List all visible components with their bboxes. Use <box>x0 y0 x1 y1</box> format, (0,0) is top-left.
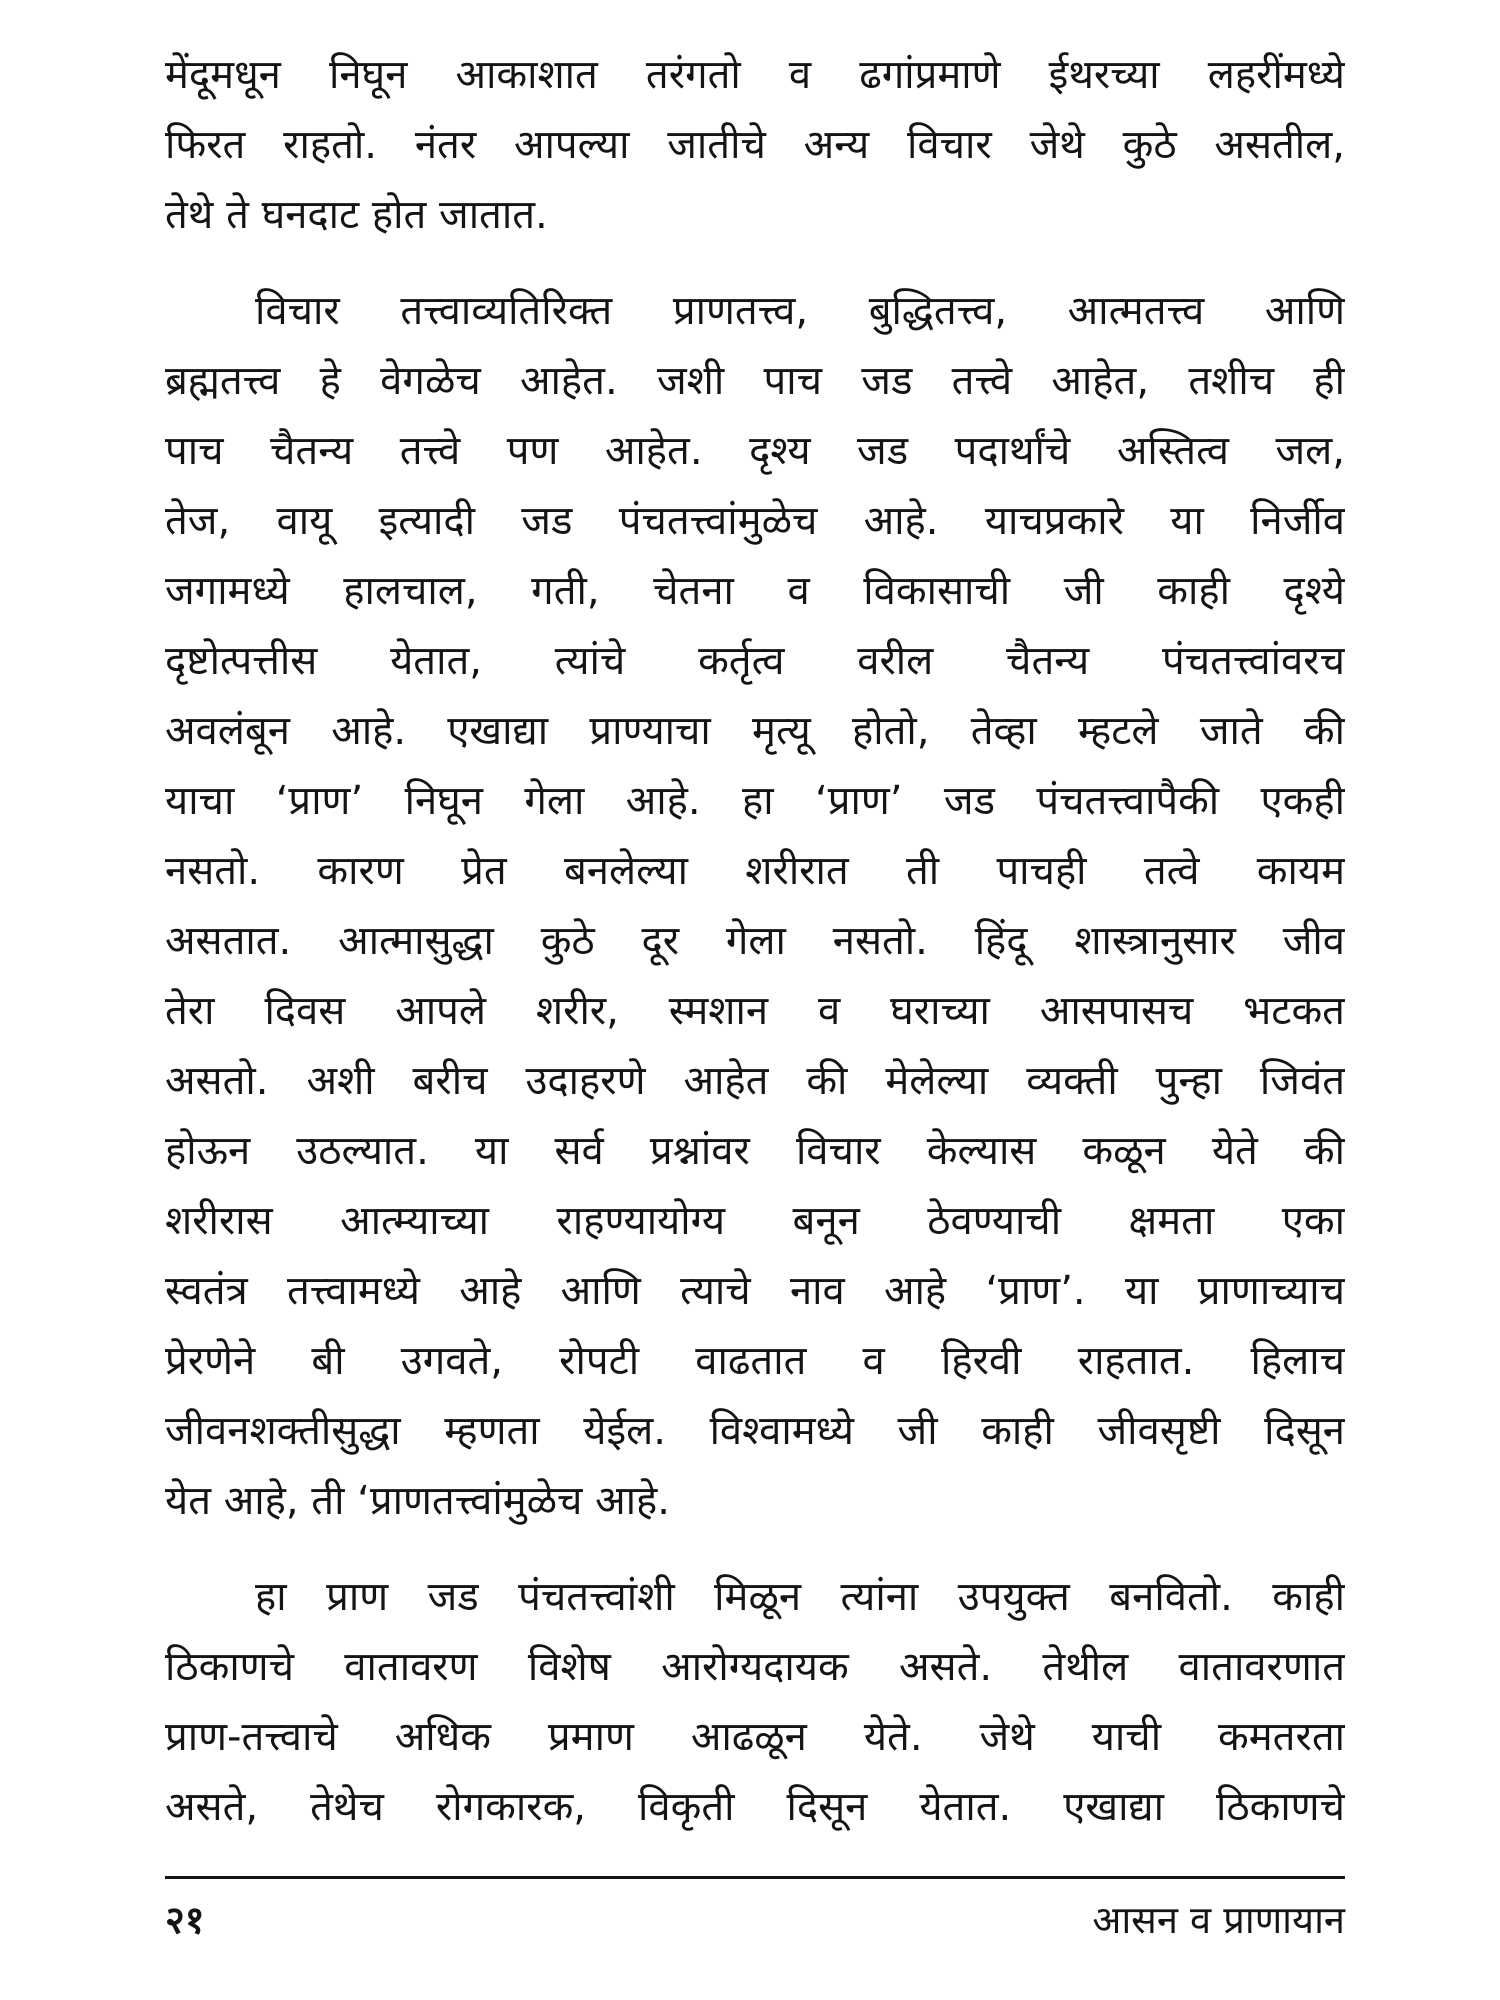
page-body <box>165 40 1345 1842</box>
text-line: होऊन उठल्यात. या सर्व प्रश्नांवर विचार केल्यास कळून येते की <box>165 1128 1345 1174</box>
text-line: मेंदूमधून निघून आकाशात तरंगतो व ढगांप्रमाणे ईथरच्या लहरींमध्ये <box>165 52 1345 98</box>
paragraph-3 <box>165 1562 1345 1842</box>
text-line: पाच चैतन्य तत्त्वे पण आहेत. दृश्य जड पदार्थांचे अस्तित्व जल, <box>165 428 1345 474</box>
text-line: नसतो. कारण प्रेत बनलेल्या शरीरात ती पाचही तत्वे कायम <box>165 848 1345 894</box>
text-line: असतात. आत्मासुद्धा कुठे दूर गेला नसतो. हिंदू शास्त्रानुसार जीव <box>165 918 1345 964</box>
text-line: प्रेरणेने बी उगवते, रोपटी वाढतात व हिरवी राहतात. हिलाच <box>165 1338 1345 1384</box>
paragraph-gap <box>165 250 1345 276</box>
text-line: अवलंबून आहे. एखाद्या प्राण्याचा मृत्यू होतो, तेव्हा म्हटले जाते की <box>165 708 1345 754</box>
page-number: २१ <box>165 1898 205 1942</box>
text-line: ठिकाणचे वातावरण विशेष आरोग्यदायक असते. तेथील वातावरणात <box>165 1644 1345 1690</box>
running-title: आसन व प्राणायान <box>1092 1898 1345 1942</box>
paragraph-2 <box>165 276 1345 1536</box>
text-line: तेज, वायू इत्यादी जड पंचतत्त्वांमुळेच आहे. याचप्रकारे या निर्जीव <box>165 498 1345 544</box>
text-line: तेरा दिवस आपले शरीर, स्मशान व घराच्या आसपासच भटकत <box>165 988 1345 1034</box>
text-line: शरीरास आत्म्याच्या राहण्यायोग्य बनून ठेवण्याची क्षमता एका <box>165 1198 1345 1244</box>
text-line: स्वतंत्र तत्त्वामध्ये आहे आणि त्याचे नाव आहे ‘प्राण’. या प्राणाच्याच <box>165 1268 1345 1314</box>
text-line: याचा ‘प्राण’ निघून गेला आहे. हा ‘प्राण’ जड पंचतत्त्वापैकी एकही <box>165 778 1345 824</box>
page-footer <box>165 1890 1345 1950</box>
text-line: दृष्टोत्पत्तीस येतात, त्यांचे कर्तृत्व वरील चैतन्य पंचतत्त्वांवरच <box>165 638 1345 684</box>
text-line: तेथे ते घनदाट होत जातात. <box>165 192 548 238</box>
text-line: असतो. अशी बरीच उदाहरणे आहेत की मेलेल्या व्यक्ती पुन्हा जिवंत <box>165 1058 1345 1104</box>
text-line: येत आहे, ती ‘प्राणतत्त्वांमुळेच आहे. <box>165 1478 671 1524</box>
text-line: प्राण-तत्त्वाचे अधिक प्रमाण आढळून येते. जेथे याची कमतरता <box>165 1714 1345 1760</box>
paragraph-1 <box>165 40 1345 250</box>
text-line: जगामध्ये हालचाल, गती, चेतना व विकासाची जी काही दृश्ये <box>165 568 1345 614</box>
text-line: जीवनशक्तीसुद्धा म्हणता येईल. विश्वामध्ये जी काही जीवसृष्टी दिसून <box>165 1408 1345 1454</box>
footer-divider <box>165 1876 1345 1879</box>
text-line: असते, तेथेच रोगकारक, विकृती दिसून येतात. एखाद्या ठिकाणचे <box>165 1784 1345 1830</box>
paragraph-gap <box>165 1536 1345 1562</box>
text-line: ब्रह्मतत्त्व हे वेगळेच आहेत. जशी पाच जड तत्त्वे आहेत, तशीच ही <box>165 358 1345 404</box>
text-line: हा प्राण जड पंचतत्त्वांशी मिळून त्यांना उपयुक्त बनवितो. काही <box>255 1574 1345 1620</box>
text-line: विचार तत्त्वाव्यतिरिक्त प्राणतत्त्व, बुद्धितत्त्व, आत्मतत्त्व आणि <box>255 288 1345 334</box>
text-line: फिरत राहतो. नंतर आपल्या जातीचे अन्य विचार जेथे कुठे असतील, <box>165 122 1345 168</box>
